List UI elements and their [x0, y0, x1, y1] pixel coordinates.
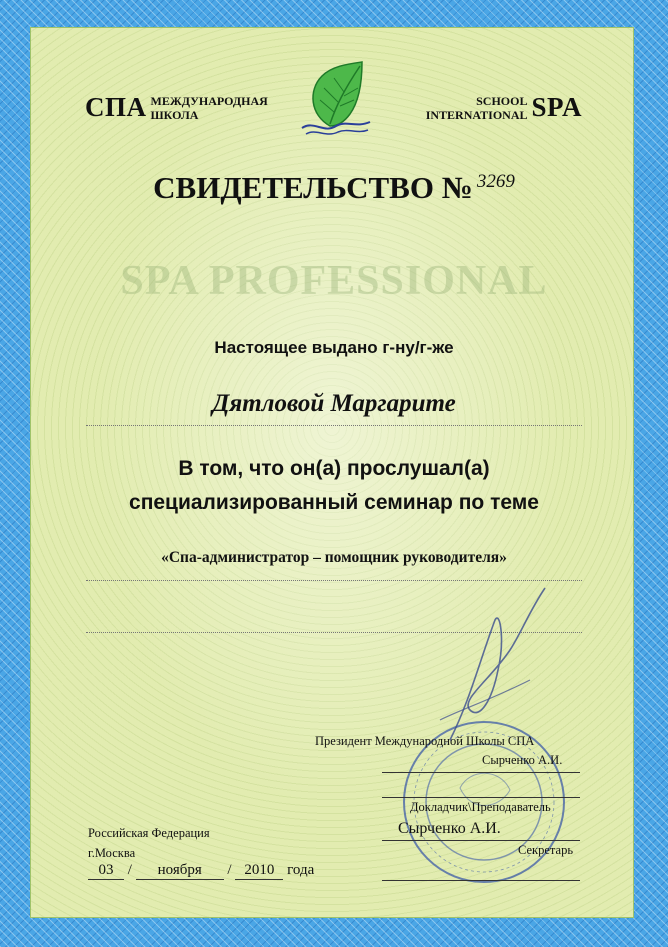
statement-text	[0, 452, 668, 520]
leaf-logo-icon	[300, 60, 372, 140]
signature-icon	[420, 580, 560, 750]
president-sign-line	[382, 772, 580, 773]
certificate-title	[0, 170, 668, 206]
logo-ru-line1: МЕЖДУНАРОДНАЯ	[150, 93, 268, 108]
city-label: г.Москва	[88, 846, 136, 860]
country-label: Российская Федерация	[88, 826, 210, 840]
logo-ru-abbr: СПА	[85, 92, 147, 122]
logo-en-line1: SCHOOL	[476, 93, 528, 108]
date-day: 03	[88, 862, 124, 880]
logo-en-text	[426, 94, 528, 122]
name-dotted-line	[86, 425, 582, 426]
president-name: Сырченко А.И.	[482, 753, 563, 767]
title-text: СВИДЕТЕЛЬСТВО №	[153, 170, 473, 205]
logo-russian	[85, 92, 268, 123]
secretary-title: Секретарь	[518, 843, 574, 857]
statement-line-2: специализированный семинар по теме	[129, 491, 539, 514]
logo-english	[426, 92, 582, 123]
lecturer-name: Сырченко А.И.	[398, 820, 501, 837]
date-month: ноября	[136, 862, 224, 880]
watermark-text: SPA PROFESSIONAL	[120, 258, 548, 304]
logo-en-line2: INTERNATIONAL	[425, 107, 528, 122]
date-year-suffix: года	[287, 862, 315, 878]
lecturer-name-line	[382, 840, 580, 841]
issued-to-label: Настоящее выдано г-ну/г-же	[214, 338, 454, 357]
date-separator-1: /	[127, 862, 132, 878]
logo-ru-text	[151, 94, 268, 122]
issue-date	[88, 862, 314, 880]
logo-en-abbr: SPA	[531, 92, 582, 122]
certificate-number: 3269	[476, 170, 515, 192]
secretary-sign-line	[382, 880, 580, 881]
seminar-topic: «Спа-администратор – помощник руководителя»	[161, 549, 507, 566]
statement-line-1: В том, что он(а) прослушал(а)	[178, 457, 490, 480]
recipient-name: Дятловой Маргарите	[212, 390, 456, 417]
president-title: Президент Международной Школы СПА	[315, 734, 535, 748]
date-separator-2: /	[227, 862, 232, 878]
lecturer-sign-line	[382, 797, 580, 798]
date-year: 2010	[235, 862, 283, 880]
lecturer-title: Докладчик\Преподаватель	[410, 800, 551, 814]
logo-ru-line2: ШКОЛА	[150, 107, 199, 122]
